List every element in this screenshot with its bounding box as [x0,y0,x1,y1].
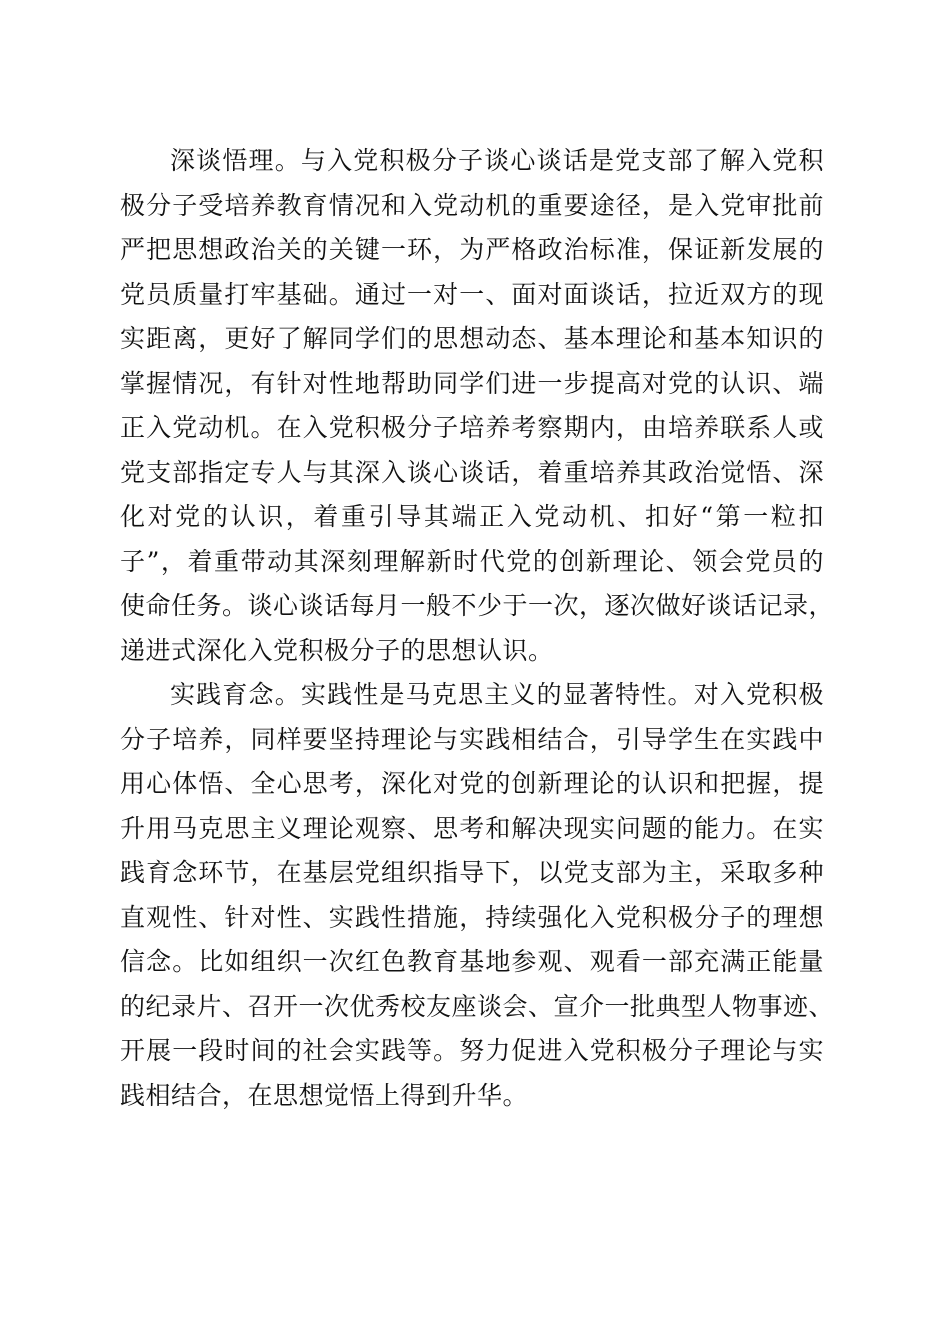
paragraph-talk-heart [120,139,835,673]
paragraph-line: 严把思想政治关的关键一环，为严格政治标准，保证新发展的 [120,235,824,264]
paragraph-line: 开展一段时间的社会实践等。努力促进入党积极分子理论与实 [120,1036,824,1065]
paragraph-line: 践育念环节，在基层党组织指导下，以党支部为主，采取多种 [120,858,824,887]
paragraph-line: 直观性、针对性、实践性措施，持续强化入党积极分子的理想 [120,902,824,932]
paragraph-line: 子”，着重带动其深刻理解新时代党的创新理论、领会党员的 [120,546,824,576]
paragraph-line: 实距离，更好了解同学们的思想动态、基本理论和基本知识的 [120,324,824,353]
paragraph-line: 分子培养，同样要坚持理论与实践相结合，引导学生在实践中 [120,724,824,754]
document-body [120,139,835,1118]
paragraph-line: 践相结合，在思想觉悟上得到升华。 [120,1080,529,1110]
paragraph-line: 用心体悟、全心思考，深化对党的创新理论的认识和把握，提 [120,769,824,798]
paragraph-line: 正入党动机。在入党积极分子培养考察期内，由培养联系人或 [120,413,824,442]
paragraph-line: 的纪录片、召开一次优秀校友座谈会、宣介一批典型人物事迹、 [120,991,835,1021]
paragraph-line: 信念。比如组织一次红色教育基地参观、观看一部充满正能量 [120,947,824,976]
paragraph-line: 实践育念。实践性是马克思主义的显著特性。对入党积极 [170,680,824,709]
paragraph-line: 升用马克思主义理论观察、思考和解决现实问题的能力。在实 [120,813,824,843]
paragraph-line: 极分子受培养教育情况和入党动机的重要途径，是入党审批前 [120,190,824,220]
paragraph-practice [120,673,835,1118]
paragraph-line: 党员质量打牢基础。通过一对一、面对面谈话，拉近双方的现 [120,279,824,309]
paragraph-line: 掌握情况，有针对性地帮助同学们进一步提高对党的认识、端 [120,368,824,398]
paragraph-line: 党支部指定专人与其深入谈心谈话，着重培养其政治觉悟、深 [120,457,824,487]
paragraph-line: 递进式深化入党积极分子的思想认识。 [120,635,554,665]
paragraph-line: 深谈悟理。与入党积极分子谈心谈话是党支部了解入党积 [170,146,824,175]
paragraph-line: 使命任务。谈心谈话每月一般不少于一次，逐次做好谈话记录， [120,591,835,620]
paragraph-line: 化对党的认识，着重引导其端正入党动机、扣好“第一粒扣 [120,502,824,531]
